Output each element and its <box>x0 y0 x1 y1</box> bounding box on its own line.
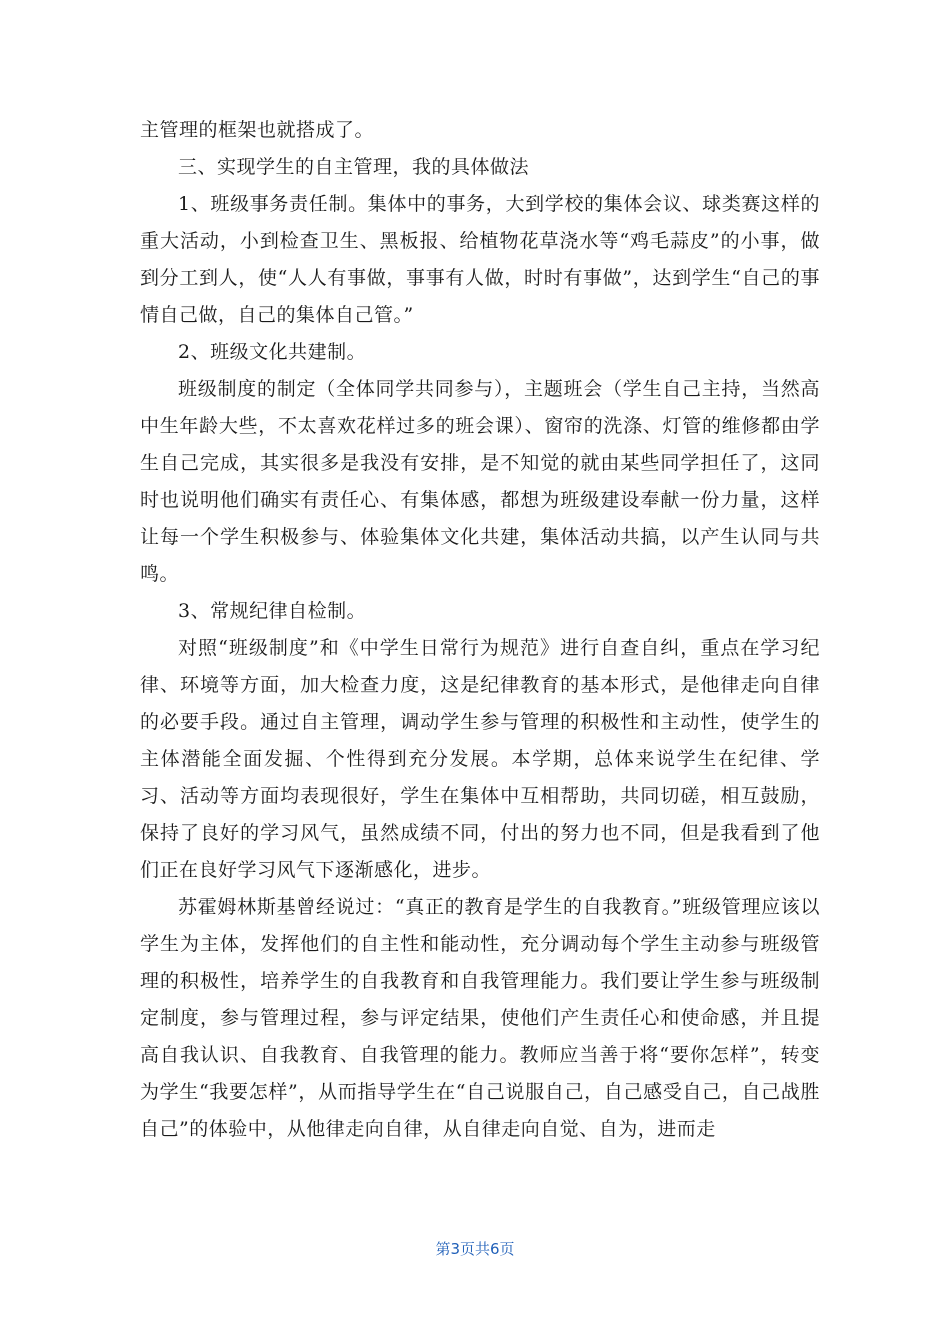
subheading-item-2: 2、班级文化共建制。 <box>178 341 367 363</box>
paragraph-discipline: 对照“班级制度”和《中学生日常行为规范》进行自查自纠，重点在学习纪律、环境等方面，加大检查力度，这是纪律教育的基本形式，是他律走向自律的必要手段。通过自主管理，调动学生参与管理的积极性和主动性，使学生的主体潜能全面发掘、个性得到充分发展。本学期，总体来说学生在纪律、学习、活动等方面均表现很好，学生在集体中互相帮助，共同切磋，相互鼓励，保持了良好的学习风气，虽然成绩不同，付出的努力也不同，但是我看到了他们正在良好学习风气下逐渐感化，进步。 <box>140 637 820 881</box>
page-number-footer: 第3页共6页 <box>435 1240 515 1258</box>
paragraph-continuation: 主管理的框架也就搭成了。 <box>140 119 375 141</box>
paragraph-class-culture: 班级制度的制定（全体同学共同参与），主题班会（学生自己主持，当然高中生年龄大些，不太喜欢花样过多的班会课）、窗帘的洗涤、灯管的维修都由学生自己完成，其实很多是我没有安排，是不知觉的就由某些同学担任了，这同时也说明他们确实有责任心、有集体感，都想为班级建设奉献一份力量，这样让每一个学生积极参与、体验集体文化共建，集体活动共搞，以产生认同与共鸣。 <box>140 378 820 585</box>
section-heading-3: 三、实现学生的自主管理，我的具体做法 <box>178 156 530 178</box>
subheading-item-3: 3、常规纪律自检制。 <box>178 600 367 622</box>
document-body <box>140 112 820 1148</box>
paragraph-self-education: 苏霍姆林斯基曾经说过：“真正的教育是学生的自我教育。”班级管理应该以学生为主体，发挥他们的自主性和能动性，充分调动每个学生主动参与班级管理的积极性，培养学生的自我教育和自我管理能力。我们要让学生参与班级制定制度，参与管理过程，参与评定结果，使他们产生责任心和使命感，并且提高自我认识、自我教育、自我管理的能力。教师应当善于将“要你怎样”，转变为学生“我要怎样”，从而指导学生在“自己说服自己，自己感受自己，自己战胜自己”的体验中，从他律走向自律，从自律走向自觉、自为，进而走 <box>140 896 820 1140</box>
paragraph-item-1: 1、班级事务责任制。集体中的事务，大到学校的集体会议、球类赛这样的重大活动，小到检查卫生、黑板报、给植物花草浇水等“鸡毛蒜皮”的小事，做到分工到人，使“人人有事做，事事有人做，时时有事做”，达到学生“自己的事情自己做，自己的集体自己管。” <box>140 193 820 326</box>
